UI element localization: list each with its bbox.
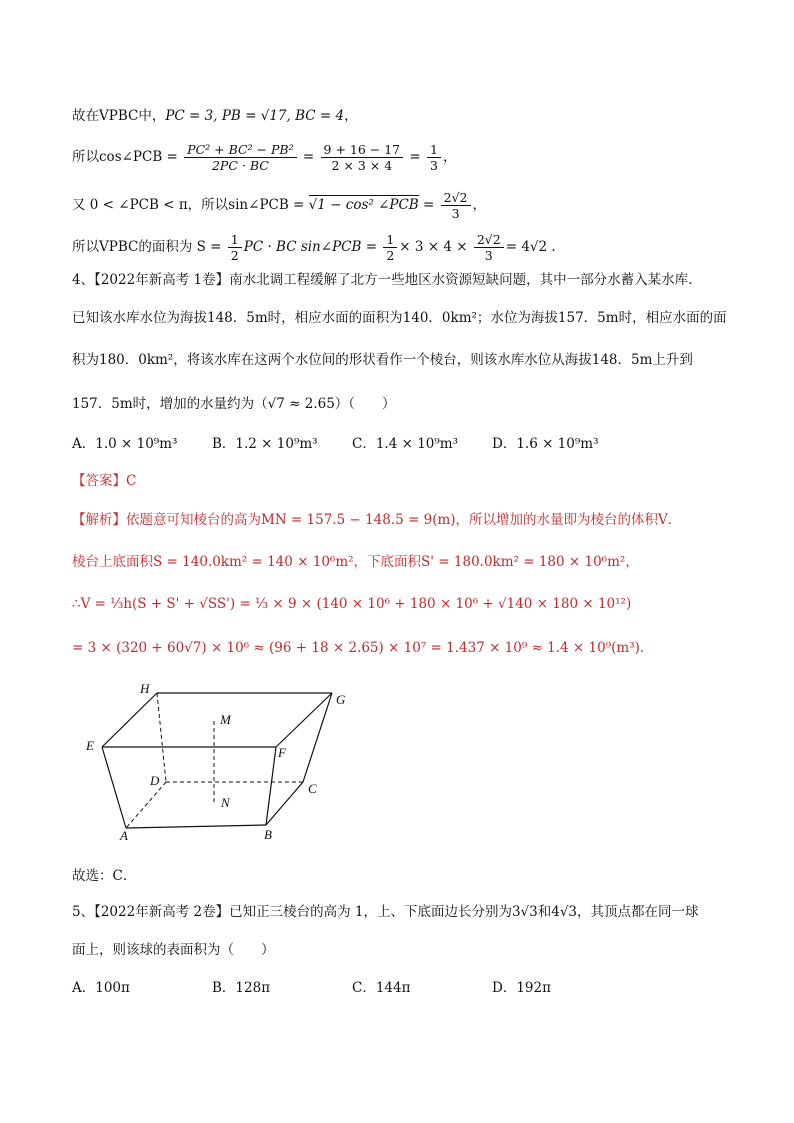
label-H: H (140, 681, 150, 696)
edge-FB (266, 747, 276, 825)
frustum-figure (70, 675, 370, 845)
fraction: $\frac{1}{3}$ (427, 142, 441, 173)
edge-EH (102, 693, 157, 747)
prev-line-2: 所以cos∠PCB = $\frac{\text{PC² + BC² − PB²}}{2PC \cdot BC}$ = $\frac{9 + 16 - 17}{2 \times 3 \times 4}$ = $\frac{1}{3}$ ， (72, 142, 457, 173)
solution-line-4: = 3 × (320 + 60√7) × 10⁶ ≈ (96 + 18 × 2.65) × 10⁷ = 1.437 × 10⁹ ≈ 1.4 × 10⁹(m³). (72, 640, 645, 656)
edge-BC (266, 782, 303, 825)
label-F: F (278, 745, 286, 760)
fraction: $\frac{2√2}{3}$ (441, 190, 471, 221)
edge-AB (126, 825, 266, 828)
label-B: B (264, 827, 272, 842)
choose-line: 故选：C． (72, 868, 137, 884)
prev-line-3: 又 0 < ∠PCB < π，所以sin∠PCB = √1 − cos² ∠PCB = $\frac{2√2}{3}$ ， (72, 190, 487, 221)
q4-text-3: 积为180．0km²，将该水库在这两个水位间的形状看作一个棱台，则该水库水位从海拔148．5m上升到 (72, 352, 693, 368)
hidden-edge-DA (126, 782, 166, 828)
q5-text-2: 面上，则该球的表面积为（ ） (72, 942, 275, 958)
option-b: B．1.2 × 10⁹m³ (212, 436, 318, 452)
option-d: D．192π (492, 980, 551, 996)
q4-text-1: 4、【2022年新高考 1卷】南水北调工程缓解了北方一些地区水资源短缺问题，其中一部分水蓄入某水库. (72, 272, 693, 288)
label-G: G (336, 692, 346, 707)
q4-text-4: 157．5m时，增加的水量约为（√7 ≈ 2.65）（ ） (72, 396, 396, 412)
option-b: B．128π (212, 980, 271, 996)
prev-line-4: 所以VPBC的面积为 S = $\frac{1}{2}$ PC · BC sin∠PCB = $\frac{1}{2}$ × 3 × 4 × $\frac{2√2}{3}$ = 4√2 . (72, 232, 556, 263)
fraction: $\frac{1}{2}$ (228, 232, 242, 263)
answer: 【答案】C (72, 473, 137, 489)
edge-EA (102, 747, 126, 828)
label-N: N (221, 795, 230, 810)
option-c: C．1.4 × 10⁹m³ (352, 436, 458, 452)
label-E: E (86, 738, 94, 753)
hidden-edge-HD (157, 693, 166, 782)
fraction: $\frac{\text{PC² + BC² − PB²}}{2PC \cdot BC}$ (184, 142, 296, 173)
solution-line-2: 棱台上底面积S = 140.0km² = 140 × 10⁶m²，下底面积S' = 180.0km² = 180 × 10⁶m²， (72, 554, 639, 570)
prev-line-1: 故在VPBC中，PC = 3, PB = √17, BC = 4， (72, 108, 358, 124)
option-c: C．144π (352, 980, 411, 996)
q5-text-1: 5、【2022年新高考 2卷】已知正三棱台的高为 1，上、下底面边长分别为3√3和4√3，其顶点都在同一球 (72, 904, 699, 920)
q4-text-2: 已知该水库水位为海拔148．5m时，相应水面的面积为140．0km²；水位为海拔157．5m时，相应水面的面 (72, 310, 727, 326)
label-M: M (220, 712, 231, 727)
option-a: A．100π (72, 980, 130, 996)
q4-options (72, 434, 632, 454)
fraction: $\frac{1}{2}$ (383, 232, 397, 263)
fraction: $\frac{9 + 16 - 17}{2 \times 3 \times 4}$ (321, 142, 404, 173)
option-d: D．1.6 × 10⁹m³ (492, 436, 599, 452)
solution-line-3: ∴V = ⅓h(S + S' + √SS') = ⅓ × 9 × (140 × 10⁶ + 180 × 10⁶ + √140 × 180 × 10¹²) (72, 596, 632, 612)
label-D: D (150, 773, 160, 788)
label-A: A (120, 828, 128, 843)
q5-options (72, 978, 632, 998)
fraction: $\frac{2√2}{3}$ (474, 232, 504, 263)
solution-line-1: 【解析】依题意可知棱台的高为MN = 157.5 − 148.5 = 9(m)，所以增加的水量即为棱台的体积V． (72, 512, 682, 528)
option-a: A．1.0 × 10⁹m³ (72, 436, 178, 452)
label-C: C (308, 781, 317, 796)
